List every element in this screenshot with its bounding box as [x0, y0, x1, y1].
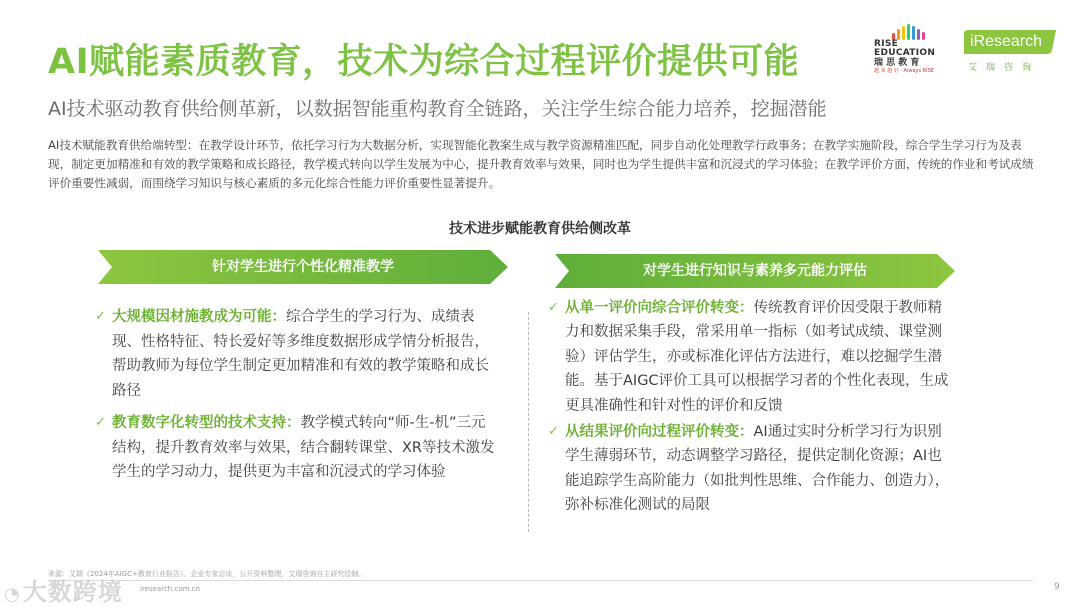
intro-paragraph: AI技术赋能教育供给端转型：在教学设计环节，依托学习行为大数据分析，实现智能化教案生成与教学资源精准匹配，同步自动化处理教学行政事务；在教学实施阶段，综合学生学习行为及表现，制定更加精准和有效的教学策略和成长路径，教学模式转向以学生发展为中心，提升教育效率与效果，同时也为学生提供丰富和沉浸式的学习体验；在教学评价方面，传统的作业和考试成绩评价重要性减弱，而围绕学习知识与核心素质的多元化综合性能力评价重要性显著提升。	[48, 138, 1034, 190]
left-banner	[98, 250, 508, 284]
rise-tagline: 越 来 越 好 · Always RISE	[874, 68, 934, 74]
footer-divider	[48, 580, 1033, 581]
left-item-2-heading: 教育数字化转型的技术支持：	[112, 415, 301, 431]
rise-text-2: EDUCATION	[874, 48, 936, 58]
iresearch-text-cn: 艾瑞咨询	[968, 63, 1041, 73]
check-icon: ✓	[95, 415, 106, 430]
rise-text-cn: 瑞 思 教 育	[874, 58, 920, 68]
left-banner-label: 针对学生进行个性化精准教学	[212, 259, 394, 275]
page-subtitle: AI技术驱动教育供给侧革新，以数据智能重构教育全链路，关注学生综合能力培养，挖掘潜能	[48, 98, 827, 120]
right-column	[548, 296, 955, 526]
page-number: 9	[1054, 582, 1060, 592]
rise-bars-icon	[892, 24, 954, 40]
right-item-2-heading: 从结果评价向过程评价转变：	[565, 424, 754, 441]
column-divider	[528, 312, 529, 532]
left-item-2	[95, 411, 498, 485]
left-item-1-text: 综合学生的学习行为、成绩表现、性格特征、特长爱好等多维度数据形成学情分析报告，帮助教师为每位学生制定更加精准和有效的教学策略和成长路径	[112, 309, 489, 399]
left-item-1	[95, 305, 498, 403]
iresearch-logo	[964, 30, 1056, 73]
source-note: 来源：艾瑞《2024年AIGC+教育行业报告》，企业专家访谈，公开资料整理，艾瑞咨询自主研究绘制。	[48, 570, 366, 578]
rise-text-1: RISE	[874, 39, 899, 49]
left-item-1-heading: 大规模因材施教成为可能：	[112, 309, 286, 325]
right-item-1-heading: 从单一评价向综合评价转变：	[565, 300, 754, 316]
right-banner	[555, 254, 955, 288]
check-icon: ✓	[548, 300, 559, 315]
rise-education-logo	[874, 24, 954, 74]
section-title: 技术进步赋能教育供给侧改革	[449, 221, 631, 237]
page-title: AI赋能素质教育，技术为综合过程评价提供可能	[48, 42, 800, 82]
check-icon: ✓	[548, 424, 559, 440]
right-item-2-text: AI通过实时分析学习行为识别学生薄弱环节，动态调整学习路径，提供定制化资源；AI也能追踪学生高阶能力（如批判性思维、合作能力、创造力），弥补标准化测试的局限	[565, 424, 950, 514]
left-item-2-text: 教学模式转向“师-生-机”三元结构，提升教育效率与效果，结合翻转课堂、XR等技术激发学生的学习动力，提供更为丰富和沉浸式的学习体验	[112, 415, 495, 480]
footer-site: iresearch.com.cn	[140, 585, 200, 593]
right-item-2	[548, 420, 955, 518]
check-icon: ✓	[95, 309, 106, 324]
iresearch-wordmark: iResearch	[970, 33, 1043, 50]
left-column	[95, 305, 498, 493]
watermark	[4, 572, 123, 607]
watermark-text: 大数跨境	[22, 578, 123, 606]
logo-group	[870, 22, 1060, 72]
right-item-1-text: 传统教育评价因受限于教师精力和数据采集手段，常采用单一指标（如考试成绩、课堂测验）评估学生，亦或标准化评估方法进行，难以挖掘学生潜能。基于AIGC评价工具可以根据学习者的个性化表现，生成更具准确性和针对性的评价和反馈	[565, 300, 949, 414]
right-item-1	[548, 296, 955, 418]
watermark-logo-icon: ◔	[4, 584, 21, 605]
right-banner-label: 对学生进行知识与素养多元能力评估	[643, 263, 867, 279]
